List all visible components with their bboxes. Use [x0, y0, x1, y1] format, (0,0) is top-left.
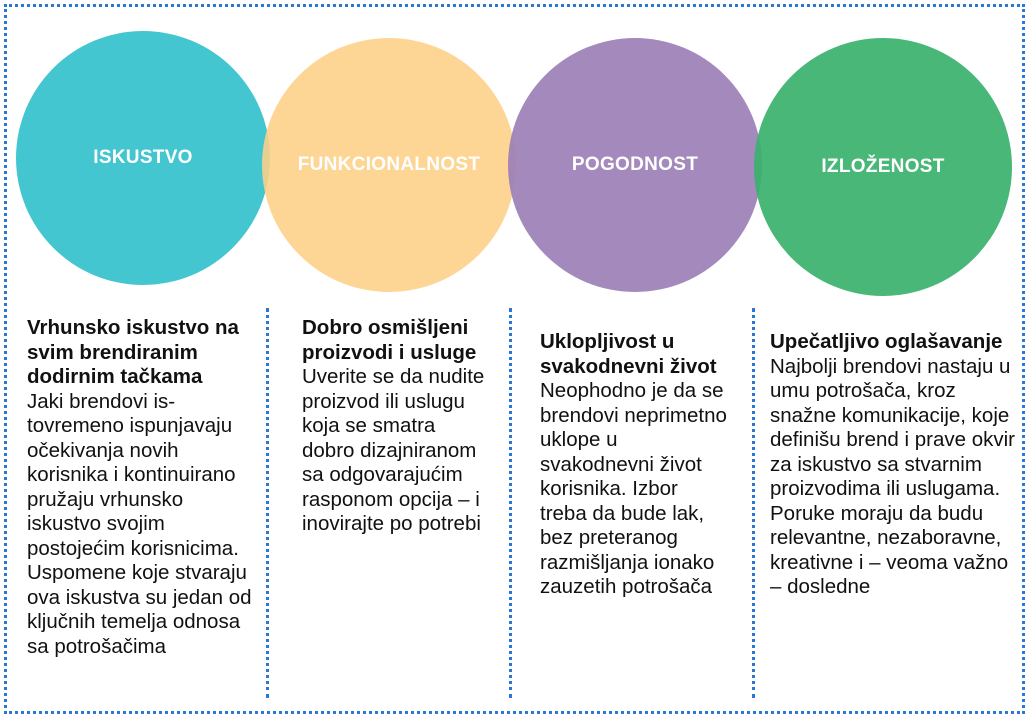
- circle-label: IZLOŽENOST: [821, 156, 945, 177]
- column-divider: [509, 308, 512, 698]
- column-body: Najbolji brendovi nastaju u umu potrošača, kroz snažne komunikacije, koje definišu brend i prave okvir za iskustvo sa stvarnim proizvodima ili uslugama. Poruke moraju da budu relevantne, nezaboravne, kreativne i – veoma važno – dosledne: [770, 354, 1015, 598]
- circle-label: ISKUSTVO: [93, 147, 193, 168]
- circle-izlozenost: [754, 38, 1012, 296]
- circle-funkcionalnost: [262, 38, 516, 292]
- column-body: Uverite se da nudite proizvod ili uslugu koja se smatra dobro dizajniranom sa odgovarajućim rasponom opcija – i inovirajte po potrebi: [302, 365, 485, 535]
- circle-iskustvo: [16, 31, 270, 285]
- column-body: Jaki brendovi istovremeno ispunjavaju očekivanja novih korisnika i kontinuirano pružaju vrhunsko iskustvo svojim postojećim korisnicima. Uspomene koje stvaraju ova iskustva su jedan od ključnih temelja odnosa sa potrošačima: [27, 389, 252, 658]
- column-heading: Uklopljivost u svakodnevni život: [540, 330, 717, 378]
- column-divider: [266, 308, 269, 698]
- column-heading: Upečatljivo oglašavanje: [770, 330, 1003, 353]
- column-heading: Dobro osmišljeni proizvodi i usluge: [302, 316, 477, 364]
- circle-label: FUNKCIONALNOST: [297, 154, 481, 175]
- column-body: Neophodno je da se brendovi neprimetno uklope u svakodnevni život korisnika. Izbor treba da bude lak, bez preteranog razmišljanja ionako zauzetih potrošača: [540, 379, 727, 598]
- circle-pogodnost: [508, 38, 762, 292]
- column-divider: [752, 308, 755, 698]
- column-funkcionalnost: [302, 316, 487, 537]
- column-pogodnost: [540, 330, 730, 600]
- circle-label: POGODNOST: [571, 154, 699, 175]
- column-izlozenost: [770, 330, 1015, 600]
- column-iskustvo: [27, 316, 252, 659]
- column-heading: Vrhunsko iskustvo na svim brendiranim dodirnim tačkama: [27, 316, 239, 388]
